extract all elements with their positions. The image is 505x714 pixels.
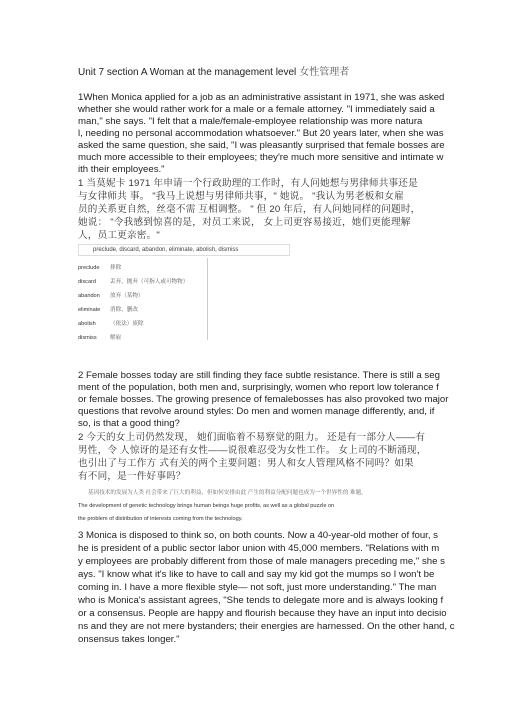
p2-en-line: or female bosses. The growing presence of femalebosses has also provoked two major (78, 394, 449, 405)
vocab-row (78, 263, 121, 271)
vocab-word: discard (78, 279, 97, 285)
vocab-meaning: 放弃（某物） (110, 293, 144, 299)
p1-zh-line: 员的关系更自然，丝毫不需 互相调整。 " 但 20 年后，有人问她同样的问题时， (78, 204, 421, 215)
p2-en-line: 2 Female bosses today are still finding they face subtle resistance. There is still a seg (78, 370, 440, 381)
p1-en-line: whether she would rather work for a male or a female attorney. "I immediately said a (78, 104, 435, 115)
p3-en-line: or a consensus. People are happy and flourish because they have an input into decisio (78, 608, 447, 619)
title-text: Unit 7 section A Woman at the management level (78, 67, 297, 78)
p3-en-line: coming in. I have a more flexible style— not soft, just more understanding." The man (78, 582, 437, 593)
p2-zh-line: 有不同，是一件好事吗？ (78, 471, 186, 482)
p2-en-line: ment of the population, both men and, surprisingly, women who report low tolerance f (78, 382, 439, 393)
vocab-meaning: 排除 (110, 265, 122, 271)
vocab-word: preclude (78, 265, 100, 271)
p1-zh-line: 她说： "令我感到惊喜的是，对员工来说， 女上司更容易接近，她们更能理解 (78, 217, 411, 228)
p1-en-line: 1When Monica applied for a job as an administrative assistant in 1971, she was asked (78, 92, 445, 103)
p3-en-line: ns and they are not mere bystanders; their energies are harnessed. On the other hand, c (78, 621, 455, 632)
p3-en-line: ays. "I know what it's like to have to call and say my kid got the mumps so I won't be (78, 569, 435, 580)
vocab-meaning: 消除，删改 (110, 307, 138, 313)
p3-en-line: y employees are probably different from those of male managers preceding me," she s (78, 556, 445, 567)
p2-zh-line: 男性，令 人惊讶的是还有女性——说很难忍受为女性工作。 女上司的不断涌现， (78, 445, 427, 456)
p1-en-line: asked the same question, she said, "I was pleasantly surprised that female bosses are (78, 140, 445, 151)
p2-zh-line: 也引出了与工作方 式有关的两个主要问题：男人和女人管理风格不同吗？如果 (78, 458, 414, 469)
p2-en-line: questions that revolve around styles: Do men and women manage differently, and, if (78, 406, 435, 417)
p1-zh-line: 1 当莫妮卡 1971 年申请一个行政助理的工作时，有人问她想与男律师共事还是 (78, 178, 418, 189)
vocab-word: abolish (78, 321, 96, 327)
p1-zh-line: 人，员工更亲密。" (78, 230, 160, 241)
p3-en-line: 3 Monica is disposed to think so, on both counts. Now a 40-year-old mother of four, s (78, 530, 438, 541)
note-english-line: the problem of distribution of interests coming from the technology. (78, 516, 243, 522)
vocab-word: abandon (78, 293, 100, 299)
note-chinese: 基因技术的发展为人类 社会带来了巨大的利益，但如何安排由此 产生的利益分配问题也成为一个世界性的 难题。 (88, 490, 367, 496)
p1-en-line: much more accessible to their employees; they're much more sensitive and intimate w (78, 152, 444, 163)
p2-en-line: so, is that a good thing? (78, 418, 180, 429)
vocab-meaning: （依法）废除 (110, 321, 144, 327)
title-chinese: 女性管理者 (299, 67, 350, 78)
vocab-meaning: 丢弃，抛弃（可指人或可物物） (110, 279, 189, 285)
vocab-row (78, 319, 144, 327)
p3-en-line: who is Monica's assistant agrees, "She tends to delegate more and is always looking f (78, 595, 444, 606)
vocab-row (78, 277, 188, 285)
p1-zh-line: 与女律师共 事。 "我马上说想与男律师共事，" 她说。 "我认为男老板和女雇 (78, 191, 404, 202)
vocab-meaning: 解雇 (110, 335, 122, 341)
p3-en-line: onsensus takes longer." (78, 634, 180, 645)
vocab-row (78, 305, 138, 313)
p1-en-line: ith their employees." (78, 164, 165, 175)
p1-en-line: l, needing no personal accommodation whatsoever." But 20 years later, when she was (78, 128, 444, 139)
vocab-word: eliminate (78, 307, 101, 313)
p3-en-line: he is president of a public sector labor union with 45,000 members. "Relations with m (78, 543, 440, 554)
note-english-line: The development of genetic technology brings human beings huge profits, as well as a global puzzle on (78, 503, 335, 509)
vocab-header-box (78, 244, 290, 256)
vocab-word: dismiss (78, 335, 97, 341)
vocab-header: preclude, discard, abandon, eliminate, abolish, dismiss (93, 247, 239, 253)
section-title (78, 63, 349, 78)
p1-en-line: man," she says. "I felt that a male/female-employee relationship was more natura (78, 116, 423, 127)
p2-zh-line: 2 今天的女上司仍然发现， 她们面临着不易察觉的阻力。 还是有一部分人——有 (78, 432, 426, 443)
vocab-row (78, 291, 144, 299)
vocab-divider (207, 258, 208, 340)
vocab-row (78, 333, 121, 341)
